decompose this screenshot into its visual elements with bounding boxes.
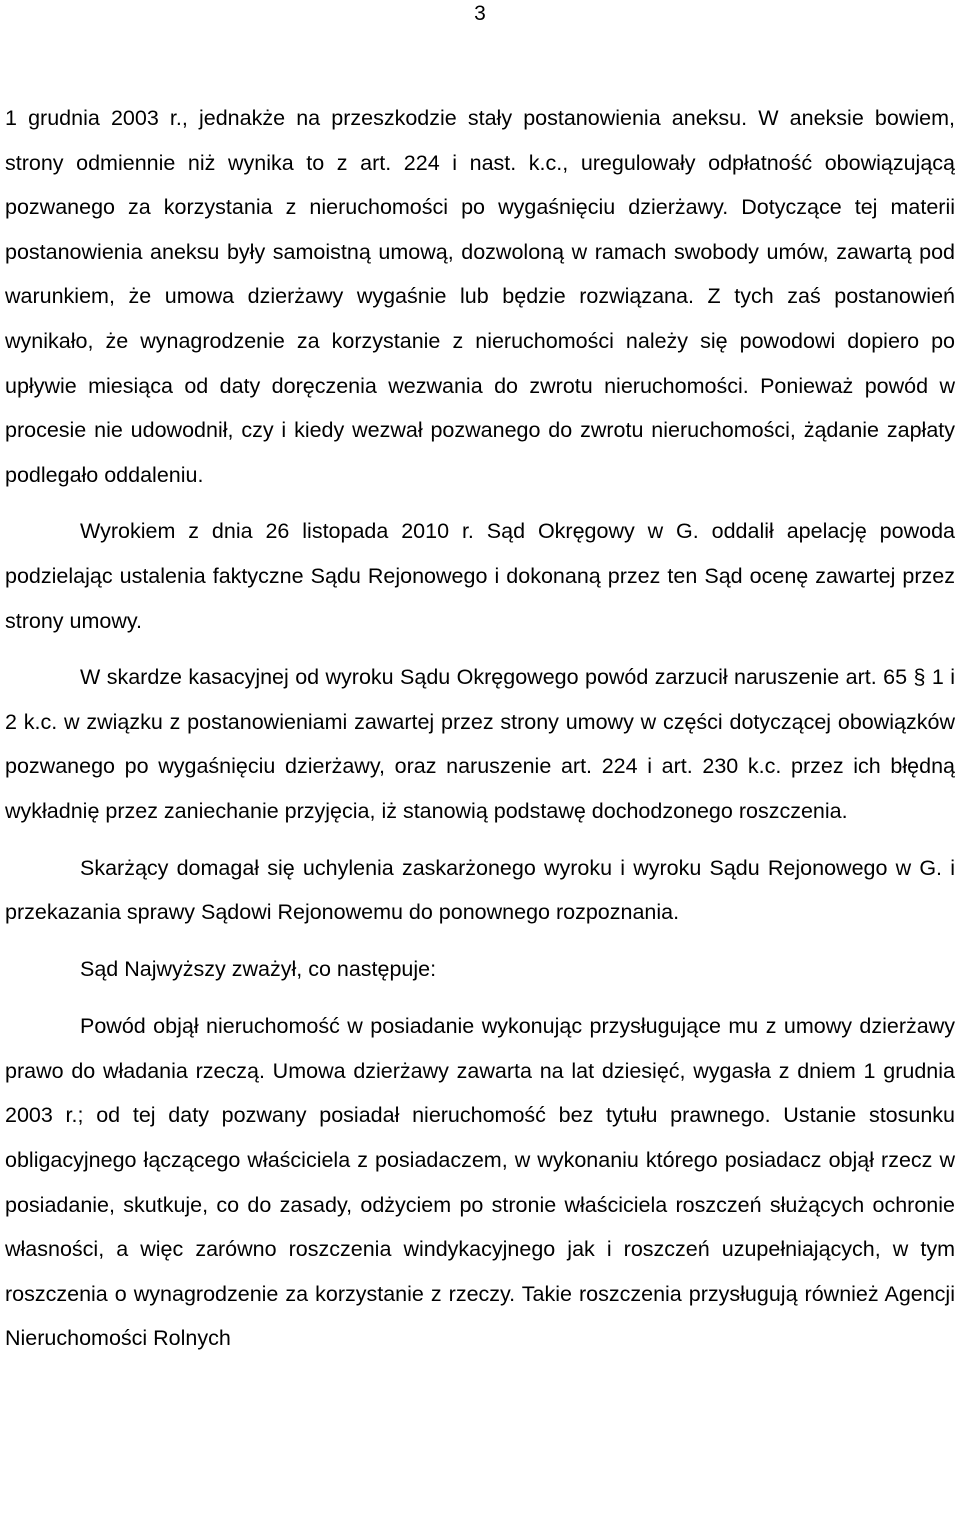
paragraph-aneks-reasoning: 1 grudnia 2003 r., jednakże na przeszkodzie stały postanowienia aneksu. W aneksie bowiem, strony odmiennie niż wynika to z art. 224 i nast. k.c., uregulowały odpłatność obowiązującą pozwanego za korzystania z nieruchomości po wygaśnięciu dzierżawy. Dotyczące tej materii postanowienia aneksu były samoistną umową, dozwoloną w ramach swobody umów, zawartą pod warunkiem, że umowa dzierżawy wygaśnie lub będzie rozwiązana. Z tych zaś postanowień wynikało, że wynagrodzenie za korzystanie z nieruchomości należy się powodowi dopiero po upływie miesiąca od daty doręczenia wezwania do zwrotu nieruchomości. Ponieważ powód w procesie nie udowodnił, czy i kiedy wezwał pozwanego do zwrotu nieruchomości, żądanie zapłaty podlegało oddaleniu. <box>5 106 955 487</box>
paragraph-supreme-court-heading: Sąd Najwyższy zważył, co następuje: <box>80 956 437 981</box>
paragraph-cassation-complaint: W skardze kasacyjnej od wyroku Sądu Okręgowego powód zarzucił naruszenie art. 65 § 1 i 2 k.c. w związku z postanowieniami zawartej przez strony umowy w części dotyczącej obowiązków pozwanego po wygaśnięciu dzierżawy, oraz naruszenie art. 224 i art. 230 k.c. przez ich błędną wykładnię przez zaniechanie przyjęcia, iż stanowią podstawę dochodzonego roszczenia. <box>5 665 955 823</box>
page-number: 3 <box>474 2 486 25</box>
paragraph-appeal-judgment: Wyrokiem z dnia 26 listopada 2010 r. Sąd Okręgowy w G. oddalił apelację powoda podzielając ustalenia faktyczne Sądu Rejonowego i dokonaną przez ten Sąd ocenę zawartej przez strony umowy. <box>5 519 955 633</box>
paragraph-supreme-court-reasoning: Powód objął nieruchomość w posiadanie wykonując przysługujące mu z umowy dzierżawy prawo do władania rzeczą. Umowa dzierżawy zawarta na lat dziesięć, wygasła z dniem 1 grudnia 2003 r.; od tej daty pozwany posiadał nieruchomość bez tytułu prawnego. Ustanie stosunku obligacyjnego łączącego właściciela z posiadaczem, w wykonaniu którego posiadacz objął rzecz w posiadanie, skutkuje, co do zasady, odżyciem po stronie właściciela roszczeń służących ochronie własności, a więc zarówno roszczenia windykacyjnego jak i roszczeń uzupełniających, w tym roszczenia o wynagrodzenie za korzystanie z rzeczy. Takie roszczenia przysługują również Agencji Nieruchomości Rolnych <box>5 1014 955 1351</box>
document-body <box>5 96 955 1361</box>
paragraph-complainant-request: Skarżący domagał się uchylenia zaskarżonego wyroku i wyroku Sądu Rejonowego w G. i przekazania sprawy Sądowi Rejonowemu do ponownego rozpoznania. <box>5 855 955 925</box>
